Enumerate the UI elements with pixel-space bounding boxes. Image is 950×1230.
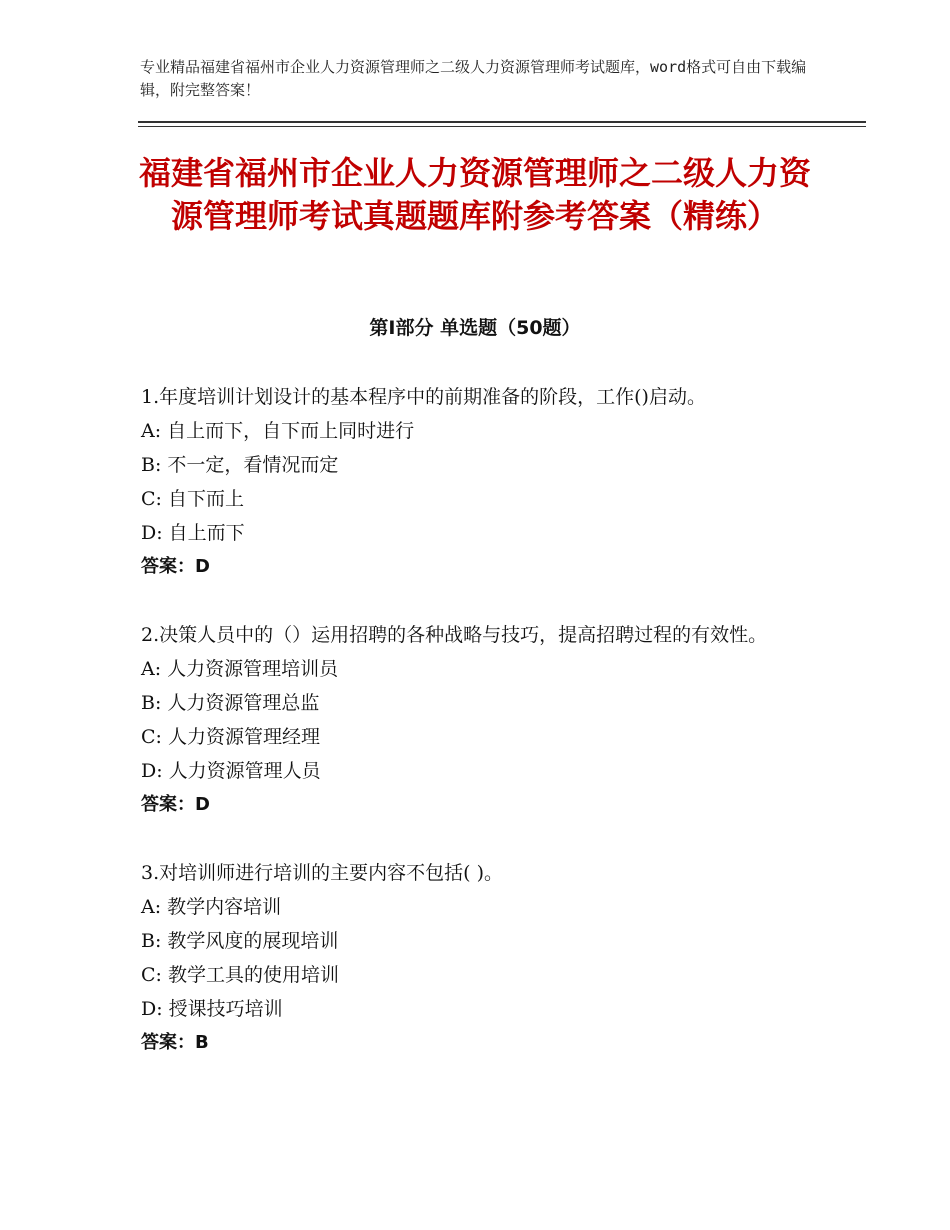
question-3 [141, 856, 806, 1060]
answer: 答案：D [141, 794, 210, 815]
question-1 [141, 380, 806, 584]
document-title: 福建省福州市企业人力资源管理师之二级人力资源管理师考试真题题库附参考答案（精练） [138, 154, 811, 235]
option-a: A: 教学内容培训 [141, 896, 282, 918]
answer: 答案：B [141, 1032, 209, 1053]
option-b: B: 不一定，看情况而定 [141, 454, 339, 476]
header-rule-thin [138, 126, 866, 127]
question-stem: 2.决策人员中的（）运用招聘的各种战略与技巧，提高招聘过程的有效性。 [141, 624, 768, 646]
question-2 [141, 618, 806, 822]
question-stem: 1.年度培训计划设计的基本程序中的前期准备的阶段，工作()启动。 [141, 386, 706, 408]
option-b: B: 人力资源管理总监 [141, 692, 320, 714]
option-c: C: 教学工具的使用培训 [141, 964, 339, 986]
option-d: D: 授课技巧培训 [141, 998, 283, 1020]
header-note: 专业精品福建省福州市企业人力资源管理师之二级人力资源管理师考试题库，word格式可自由下载编辑，附完整答案！ [140, 58, 807, 99]
option-d: D: 自上而下 [141, 522, 245, 544]
option-b: B: 教学风度的展现培训 [141, 930, 339, 952]
answer: 答案：D [141, 556, 210, 577]
question-list [141, 380, 806, 1094]
option-a: A: 人力资源管理培训员 [141, 658, 339, 680]
header-rule-thick [138, 121, 866, 123]
option-c: C: 人力资源管理经理 [141, 726, 320, 748]
option-d: D: 人力资源管理人员 [141, 760, 321, 782]
option-c: C: 自下而上 [141, 488, 244, 510]
question-stem: 3.对培训师进行培训的主要内容不包括( )。 [141, 862, 503, 884]
section-title: 第Ⅰ部分 单选题（50题） [369, 317, 581, 339]
option-a: A: 自上而下，自下而上同时进行 [141, 420, 415, 442]
